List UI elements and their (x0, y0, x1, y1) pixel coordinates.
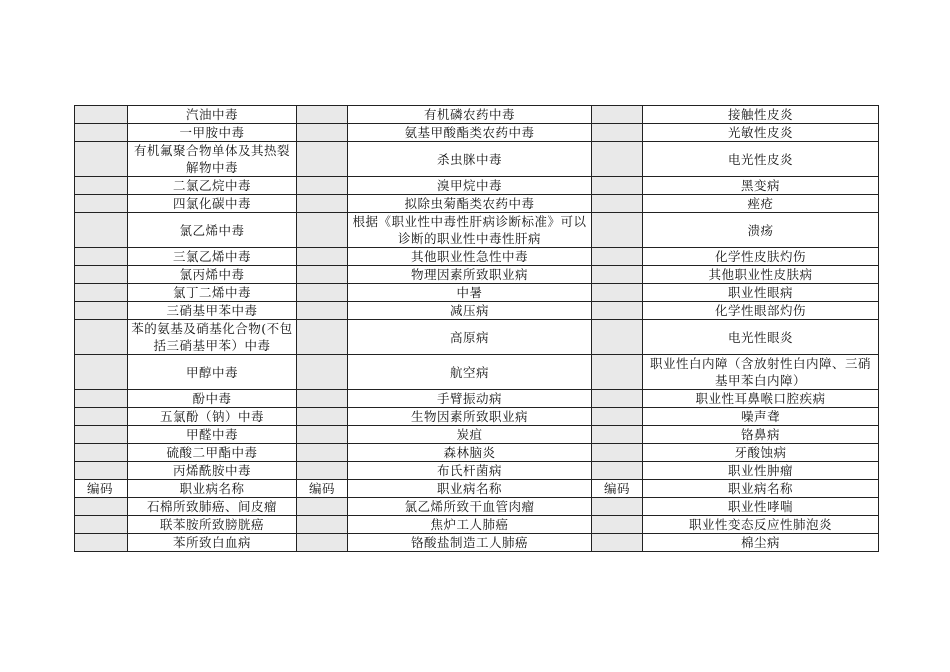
disease-name-cell: 黑变病 (643, 177, 879, 195)
code-cell (75, 195, 128, 213)
code-cell (297, 462, 348, 480)
code-cell (592, 302, 643, 320)
disease-name-cell: 职业病名称 (128, 480, 297, 498)
code-cell: 编码 (592, 480, 643, 498)
code-cell (75, 177, 128, 195)
disease-name-cell: 其他职业性皮肤病 (643, 266, 879, 284)
table-row (75, 142, 879, 177)
table-row (75, 213, 879, 248)
code-cell (75, 462, 128, 480)
code-cell (75, 320, 128, 355)
code-cell (592, 213, 643, 248)
code-cell: 编码 (75, 480, 128, 498)
code-cell (592, 355, 643, 390)
disease-name-cell: 三硝基甲苯中毒 (128, 302, 297, 320)
code-cell (592, 390, 643, 408)
code-cell (297, 355, 348, 390)
disease-name-cell: 高原病 (348, 320, 592, 355)
disease-name-cell: 三氯乙烯中毒 (128, 248, 297, 266)
disease-name-cell: 化学性皮肤灼伤 (643, 248, 879, 266)
code-cell (592, 284, 643, 302)
code-cell (75, 302, 128, 320)
code-cell (592, 195, 643, 213)
disease-name-cell: 职业病名称 (643, 480, 879, 498)
disease-name-cell: 光敏性皮炎 (643, 124, 879, 142)
disease-name-cell: 中暑 (348, 284, 592, 302)
disease-name-cell: 溴甲烷中毒 (348, 177, 592, 195)
disease-name-cell: 氯丙烯中毒 (128, 266, 297, 284)
disease-name-cell: 甲醛中毒 (128, 426, 297, 444)
code-cell (75, 444, 128, 462)
table-row (75, 498, 879, 516)
disease-name-cell: 电光性皮炎 (643, 142, 879, 177)
disease-name-cell: 生物因素所致职业病 (348, 408, 592, 426)
disease-name-cell: 牙酸蚀病 (643, 444, 879, 462)
disease-name-cell: 噪声聋 (643, 408, 879, 426)
code-cell (297, 248, 348, 266)
disease-name-cell: 痤疮 (643, 195, 879, 213)
code-cell (592, 320, 643, 355)
occupational-disease-table (74, 105, 879, 552)
code-cell (75, 390, 128, 408)
code-cell (592, 426, 643, 444)
code-cell (297, 320, 348, 355)
table-row (75, 195, 879, 213)
code-cell (75, 426, 128, 444)
disease-name-cell: 炭疽 (348, 426, 592, 444)
table-row (75, 266, 879, 284)
code-cell (297, 390, 348, 408)
code-cell (592, 462, 643, 480)
code-cell (75, 124, 128, 142)
code-cell (297, 284, 348, 302)
disease-name-cell: 物理因素所致职业病 (348, 266, 592, 284)
disease-name-cell: 有机氟聚合物单体及其热裂解物中毒 (128, 142, 297, 177)
disease-name-cell: 四氯化碳中毒 (128, 195, 297, 213)
table-row (75, 124, 879, 142)
disease-name-cell: 氯丁二烯中毒 (128, 284, 297, 302)
code-cell (297, 213, 348, 248)
disease-name-cell: 五氯酚（钠）中毒 (128, 408, 297, 426)
disease-name-cell: 溃疡 (643, 213, 879, 248)
disease-name-cell: 航空病 (348, 355, 592, 390)
code-cell (592, 516, 643, 534)
disease-name-cell: 甲醇中毒 (128, 355, 297, 390)
table-row (75, 516, 879, 534)
code-cell (592, 266, 643, 284)
code-cell (592, 248, 643, 266)
disease-name-cell: 电光性眼炎 (643, 320, 879, 355)
disease-name-cell: 酚中毒 (128, 390, 297, 408)
disease-name-cell: 氯乙烯所致干血管肉瘤 (348, 498, 592, 516)
disease-name-cell: 丙烯酰胺中毒 (128, 462, 297, 480)
code-cell (75, 408, 128, 426)
table-row (75, 534, 879, 552)
code-cell (592, 106, 643, 124)
disease-name-cell: 其他职业性急性中毒 (348, 248, 592, 266)
code-cell (592, 408, 643, 426)
code-cell (592, 498, 643, 516)
disease-name-cell: 职业性哮喘 (643, 498, 879, 516)
disease-name-cell: 布氏杆菌病 (348, 462, 592, 480)
code-cell (75, 213, 128, 248)
table-row (75, 426, 879, 444)
disease-name-cell: 职业病名称 (348, 480, 592, 498)
code-cell (75, 284, 128, 302)
disease-name-cell: 一甲胺中毒 (128, 124, 297, 142)
code-cell (297, 534, 348, 552)
disease-name-cell: 氨基甲酸酯类农药中毒 (348, 124, 592, 142)
code-cell (297, 498, 348, 516)
code-cell (297, 516, 348, 534)
table-row (75, 444, 879, 462)
code-cell (75, 534, 128, 552)
code-cell (75, 516, 128, 534)
code-cell (75, 355, 128, 390)
code-cell (297, 124, 348, 142)
disease-name-cell: 氯乙烯中毒 (128, 213, 297, 248)
code-cell (297, 426, 348, 444)
code-cell (297, 142, 348, 177)
disease-name-cell: 棉尘病 (643, 534, 879, 552)
code-cell (592, 142, 643, 177)
code-cell (297, 444, 348, 462)
disease-name-cell: 职业性肿瘤 (643, 462, 879, 480)
table-row (75, 408, 879, 426)
disease-name-cell: 根据《职业性中毒性肝病诊断标准》可以诊断的职业性中毒性肝病 (348, 213, 592, 248)
table-row (75, 284, 879, 302)
disease-name-cell: 职业性白内障（含放射性白内障、三硝基甲苯白内障） (643, 355, 879, 390)
disease-name-cell: 有机磷农药中毒 (348, 106, 592, 124)
code-cell (592, 534, 643, 552)
table-row (75, 302, 879, 320)
disease-name-cell: 石棉所致肺癌、间皮瘤 (128, 498, 297, 516)
table-row (75, 177, 879, 195)
disease-name-cell: 铬鼻病 (643, 426, 879, 444)
disease-name-cell: 职业性变态反应性肺泡炎 (643, 516, 879, 534)
disease-name-cell: 职业性眼病 (643, 284, 879, 302)
disease-name-cell: 接触性皮炎 (643, 106, 879, 124)
code-cell (75, 248, 128, 266)
code-cell (592, 177, 643, 195)
code-cell (75, 266, 128, 284)
header-row (75, 480, 879, 498)
disease-name-cell: 焦炉工人肺癌 (348, 516, 592, 534)
disease-name-cell: 化学性眼部灼伤 (643, 302, 879, 320)
disease-name-cell: 杀虫脒中毒 (348, 142, 592, 177)
table-row (75, 106, 879, 124)
code-cell: 编码 (297, 480, 348, 498)
disease-name-cell: 减压病 (348, 302, 592, 320)
disease-name-cell: 森林脑炎 (348, 444, 592, 462)
disease-name-cell: 苯所致白血病 (128, 534, 297, 552)
disease-name-cell: 苯的氨基及硝基化合物(不包括三硝基甲苯）中毒 (128, 320, 297, 355)
code-cell (297, 266, 348, 284)
disease-name-cell: 职业性耳鼻喉口腔疾病 (643, 390, 879, 408)
code-cell (297, 302, 348, 320)
disease-name-cell: 二氯乙烷中毒 (128, 177, 297, 195)
code-cell (592, 444, 643, 462)
table-row (75, 390, 879, 408)
table-row (75, 355, 879, 390)
disease-name-cell: 联苯胺所致膀胱癌 (128, 516, 297, 534)
code-cell (592, 124, 643, 142)
table-row (75, 248, 879, 266)
disease-name-cell: 汽油中毒 (128, 106, 297, 124)
code-cell (297, 177, 348, 195)
table-row (75, 462, 879, 480)
disease-name-cell: 拟除虫菊酯类农药中毒 (348, 195, 592, 213)
code-cell (75, 142, 128, 177)
code-cell (297, 106, 348, 124)
table-row (75, 320, 879, 355)
code-cell (75, 106, 128, 124)
disease-name-cell: 硫酸二甲酯中毒 (128, 444, 297, 462)
code-cell (297, 195, 348, 213)
disease-name-cell: 铬酸盐制造工人肺癌 (348, 534, 592, 552)
code-cell (75, 498, 128, 516)
table-body (75, 106, 879, 552)
code-cell (297, 408, 348, 426)
disease-name-cell: 手臂振动病 (348, 390, 592, 408)
